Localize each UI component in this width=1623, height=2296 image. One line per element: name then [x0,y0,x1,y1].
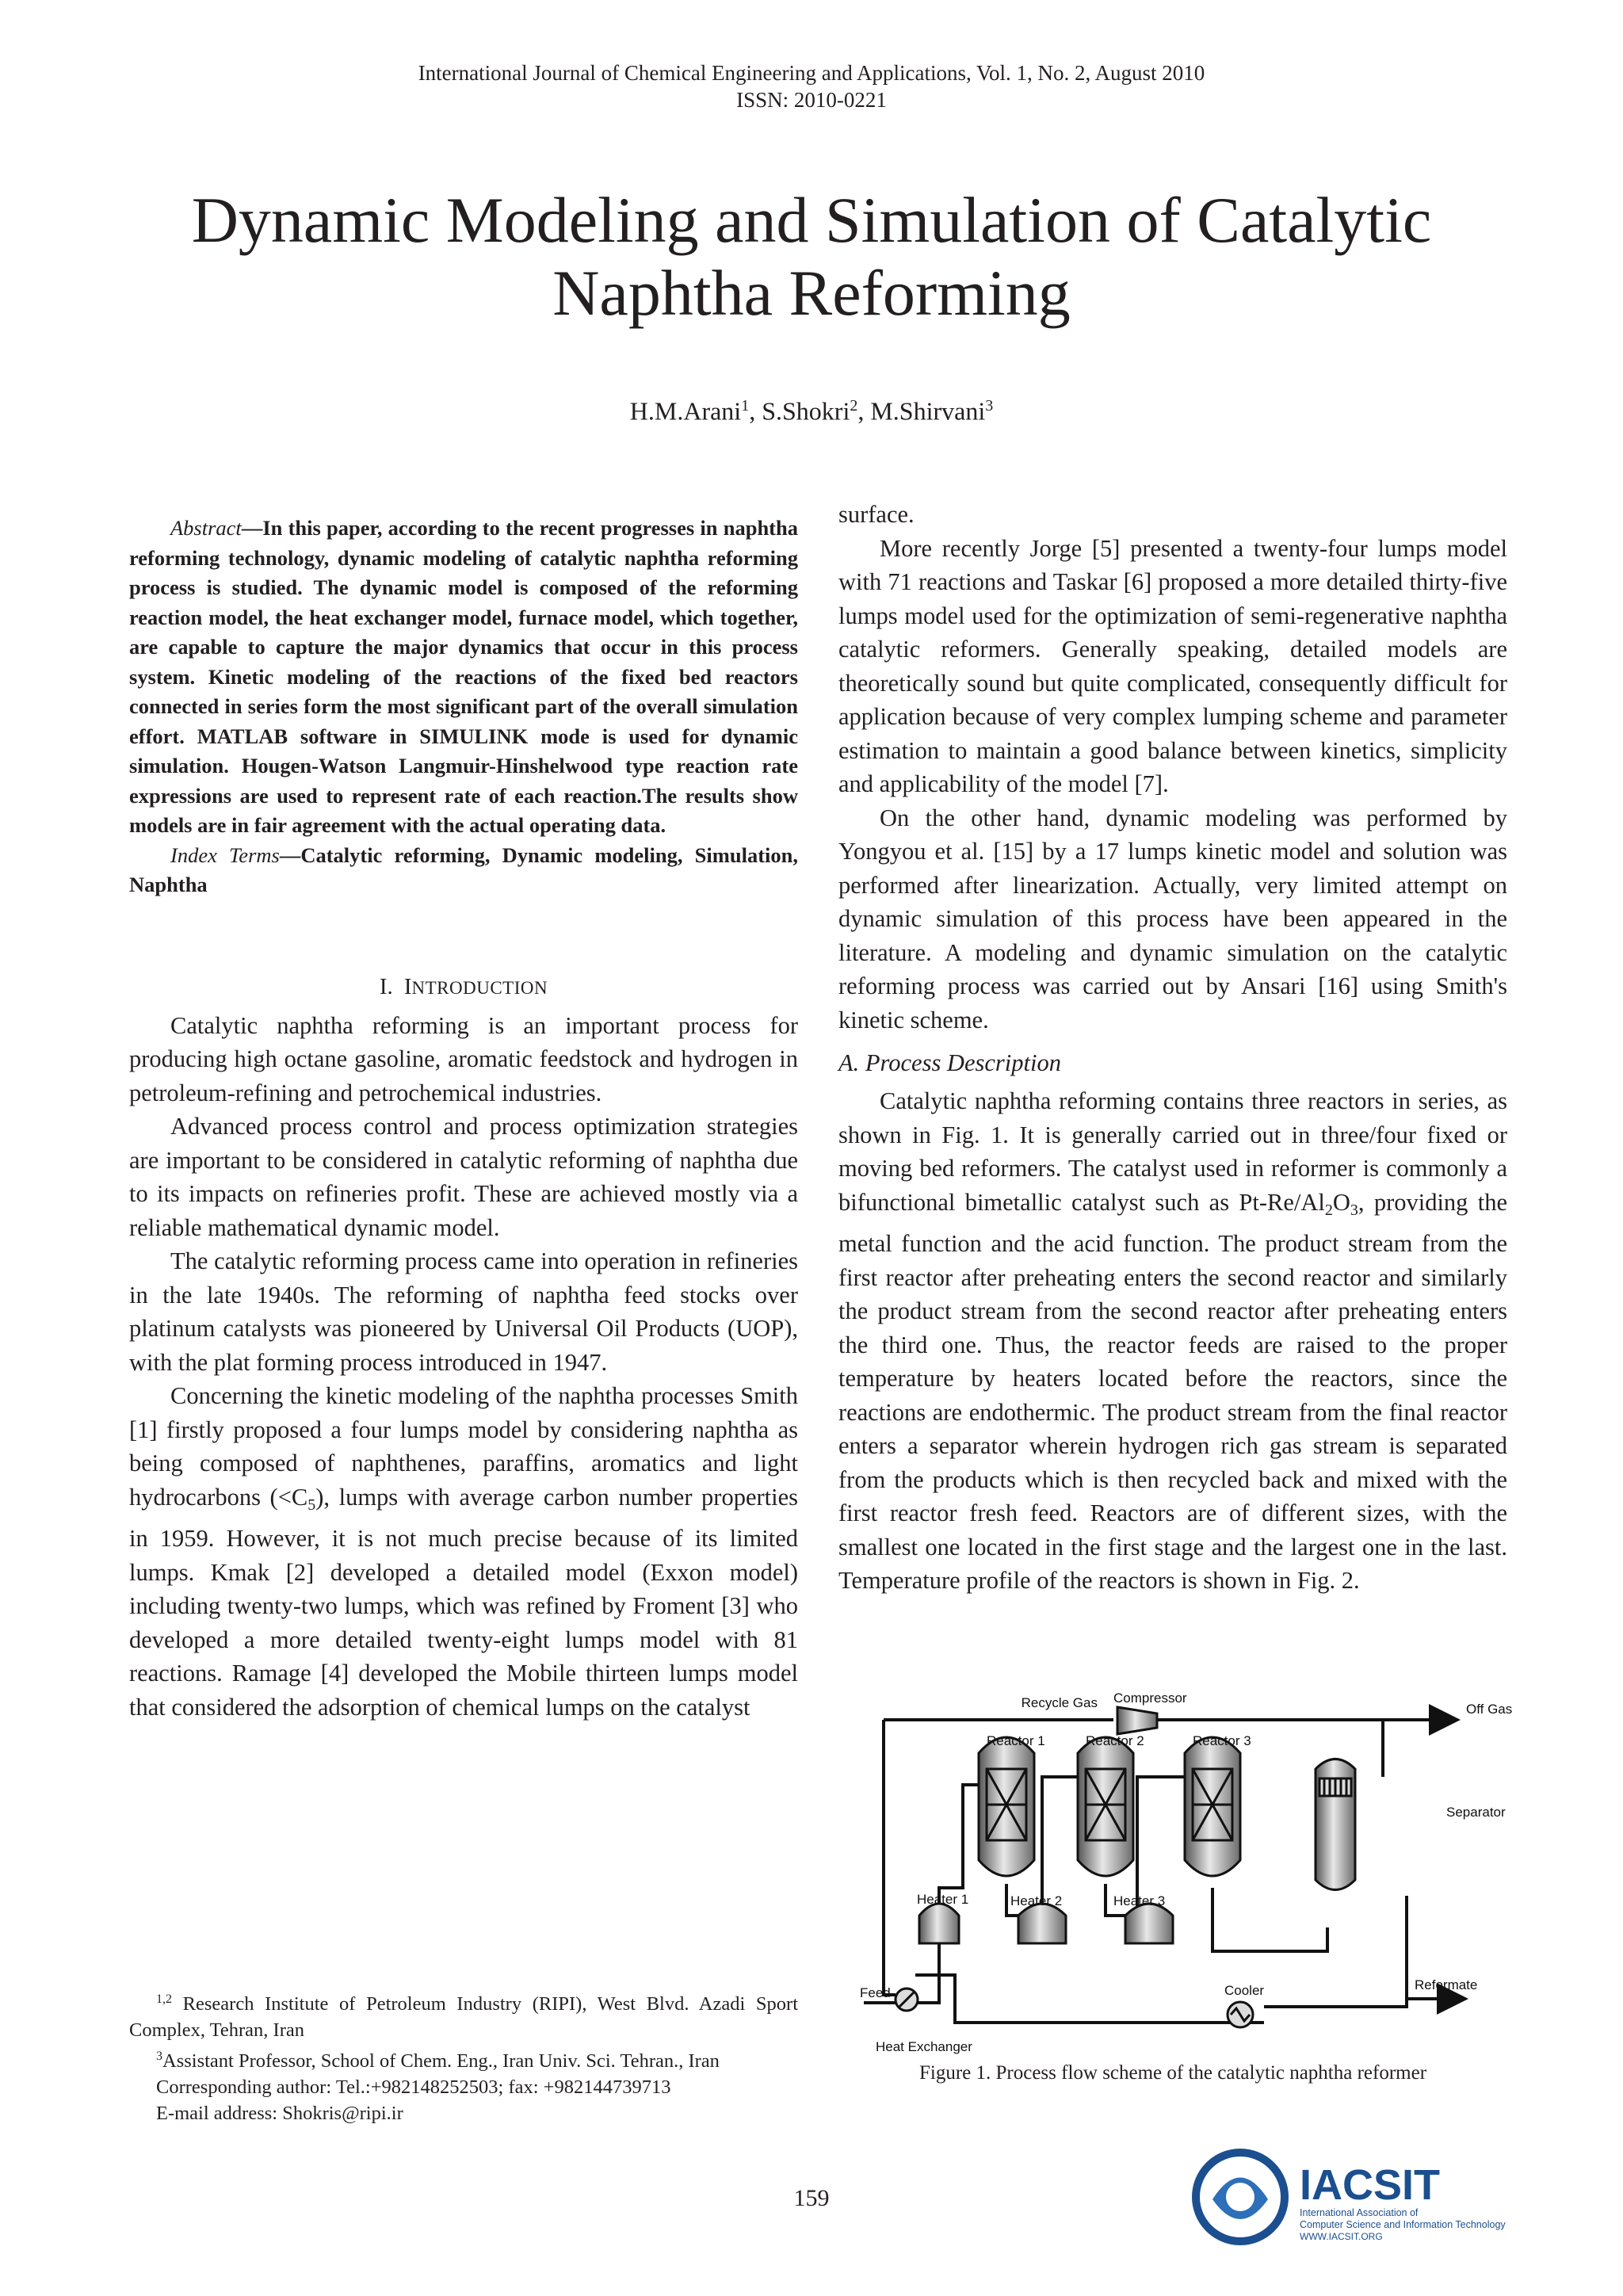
corresponding-author: Corresponding author: Tel.:+982148252503; fax: +982144739713 [156,2076,671,2099]
intro-paragraph [129,1379,798,1724]
subscript: 2 [1324,1201,1333,1219]
body-paragraph: More recently Jorge [5] presented a twenty-four lumps model with 71 reactions and Taskar [6] proposed a more detailed thirty-five lumps model used for the optimization of semi-regenerative naphtha catalytic reformers. Generally speaking, detailed models are theoretically sound but quite complicated, consequently difficult for application because of very complex lumping scheme and parameter estimation to maintain a good balance between kinetics, simplicity and applicability of the model [7]. [838,534,1507,797]
logo-name: IACSIT [1300,2161,1441,2209]
footnote-affiliation-3 [129,2043,798,2074]
separator-vessel [1316,1759,1355,1890]
section-number: I. [379,973,393,999]
logo-url: WWW.IACSIT.ORG [1300,2231,1383,2242]
iacsit-logo [1189,2140,1522,2259]
continuation-text: surface. [838,501,915,528]
journal-header: International Journal of Chemical Engineering and Applications, Vol. 1, No. 2, August 2010 [418,61,1205,85]
index-terms: Index Terms—Catalytic reforming, Dynamic modeling, Simulation, Naphtha [129,842,798,896]
email-address: E-mail address: Shokris@ripi.ir [156,2103,403,2125]
heater-icons [919,1904,1173,1943]
author-affiliation-mark: 1 [741,397,750,415]
logo-line-2: Computer Science and Information Technology [1300,2219,1506,2230]
label-reformate: Reformate [1415,1977,1478,1992]
label-feed: Feed [860,1985,891,2000]
paragraph-text: Catalytic naphtha reforming contains three reactors in series, as shown in Fig. 1. It is generally carried out in three/four fixed or moving bed reformers. The catalyst used in reformer is commonly a bifunctional bimetallic catalyst such as Pt-Re/Al [838,1087,1507,1216]
footnote-text: Research Institute of Petroleum Industry (RIPI), West Blvd. Azadi Sport Complex, Tehran, Iran [129,1993,798,2042]
right-column [838,498,1507,1598]
author-list: H.M.Arani$^1$, S.Shokri$^2$, M.Shirvani$^3$ [629,396,994,426]
subscript: 3 [1350,1201,1358,1219]
paper-title [0,184,1623,330]
label-recycle-gas: Recycle Gas [1021,1695,1098,1710]
author-name: H.M.Arani [629,396,742,426]
paragraph-text: Concerning the kinetic modeling of the naphtha processes Smith [1] firstly proposed a four lumps model by considering naphtha as being composed of naphthenes, paraffins, aromatics and light hydrocarbons (<C [129,1382,798,1511]
label-reactor-1: Reactor 1 [987,1733,1045,1748]
footnotes [129,1986,798,2126]
page-number: 159 [793,2185,830,2211]
label-heater-2: Heater 2 [1010,1893,1063,1908]
label-heater-1: Heater 1 [917,1892,969,1907]
body-paragraph [838,1084,1507,1598]
reactor-3 [1185,1737,1240,1876]
issn-line: ISSN: 2010-0221 [736,88,887,112]
footnote-text: Assistant Professor, School of Chem. Eng., Iran Univ. Sci. Tehran., Iran [162,2050,720,2073]
compressor-icon [1117,1707,1157,1734]
label-reactor-2: Reactor 2 [1086,1733,1144,1748]
paragraph-text: , providing the metal function and the acid function. The product stream from the first reactor after preheating enters the second reactor and similarly the product stream from the second reactor after preheating enters the third one. Thus, the reactor feeds are raised to the proper temperature by heaters located before the reactors, since the reactions are endothermic. The product stream from the final reactor enters a separator wherein hydrogen rich gas stream is separated from the products which is then recycled back and mixed with the first reactor fresh feed. Reactors are of different sizes, with the smallest one located in the first stage and the largest one in the last. Temperature profile of the reactors is shown in Fig. 2. [838,1188,1507,1594]
reactor-1 [979,1737,1034,1876]
abstract-text: In this paper, according to the recent progresses in naphtha reforming technology, dynamic modeling of catalytic naphtha reforming process is studied. The dynamic model is composed of the reforming reaction model, the heat exchanger model, furnace model, which together, are capable to capture the major dynamics that occur in this process system. Kinetic modeling of the reactions of the fixed bed reactors connected in series form the most significant part of the overall simulation effort. MATLAB software in SIMULINK mode is used for dynamic simulation. Hougen-Watson Langmuir-Hinshelwood type reaction rate expressions are used to represent rate of each reaction.The results show models are in fair agreement with the actual operating data. [129,516,798,837]
label-heat-exchanger: Heat Exchanger [876,2039,972,2054]
title-line-1: Dynamic Modeling and Simulation of Catalytic [191,184,1432,256]
index-terms-label: Index Terms [170,842,280,867]
reactor3-to-separator-line [1212,1888,1327,1951]
reactor-2 [1078,1737,1133,1876]
label-heater-3: Heater 3 [1113,1893,1166,1908]
index-terms-text: Catalytic reforming, Dynamic modeling, Simulation, Naphtha [129,842,798,896]
title-line-2: Naphtha Reforming [552,257,1071,329]
author-affiliation-mark: 2 [850,397,858,415]
abstract-label: Abstract [170,516,242,540]
label-cooler: Cooler [1224,1983,1265,1998]
paragraph-text: ), lumps with average carbon number properties in 1959. However, it is not much precise because of its limited lumps. Kmak [2] developed a detailed model (Exxon model) including twenty-two lumps, which was refined by Froment [3] who developed a more detailed twenty-eight lumps model with 81 reactions. Ramage [4] developed the Mobile thirteen lumps model that considered the adsorption of chemical lumps on the catalyst [129,1483,799,1721]
footnote-affiliation-1 [129,1986,798,2043]
label-reactor-3: Reactor 3 [1193,1733,1251,1748]
subscript: 5 [307,1496,316,1514]
process-flow-diagram [852,1690,1514,2061]
footnote-mark: 1,2 [156,1992,172,2006]
section-heading-introduction [129,971,798,1004]
paragraph-text: O [1332,1188,1350,1216]
label-separator: Separator [1446,1805,1506,1820]
heat-exchanger-line [915,1975,1264,2023]
intro-paragraph: Advanced process control and process optimization strategies are important to be considered in catalytic reforming of naphtha due to its impacts on refineries profit. These are achieved mostly via a reliable mathematical dynamic model. [129,1113,798,1241]
logo-line-1: International Association of [1300,2207,1419,2218]
intro-paragraph: The catalytic reforming process came into operation in refineries in the late 1940s. The reforming of naphtha feed stocks over platinum catalysts was pioneered by Universal Oil Products (UOP), with the plat forming process introduced in 1947. [129,1247,798,1376]
body-paragraph: On the other hand, dynamic modeling was performed by Yongyou et al. [15] by a 17 lumps kinetic model and solution was performed after linearization. Actually, very limited attempt on dynamic simulation of this process have been appeared in the literature. A modeling and dynamic simulation on the catalytic reforming process was carried out by Ansari [16] using Smith's kinetic scheme. [838,804,1507,1033]
abstract: Abstract—In this paper, according to the recent progresses in naphtha reforming technology, dynamic modeling of catalytic naphtha reforming process is studied. The dynamic model is composed of the reforming reaction model, the heat exchanger model, furnace model, which together, are capable to capture the major dynamics that occur in this process system. Kinetic modeling of the reactions of the fixed bed reactors connected in series form the most significant part of the overall simulation effort. MATLAB software in SIMULINK mode is used for dynamic simulation. Hougen-Watson Langmuir-Hinshelwood type reaction rate expressions are used to represent rate of each reaction.The results show models are in fair agreement with the actual operating data. [129,516,798,837]
section-title-initial: I [403,973,412,999]
label-compressor: Compressor [1113,1690,1187,1706]
author-name: M.Shirvani [870,396,986,426]
author-name: S.Shokri [762,396,850,426]
left-column [129,514,798,1724]
subsection-heading-process-description: A. Process Description [838,1049,1061,1076]
author-affiliation-mark: 3 [985,397,994,415]
label-off-gas: Off Gas [1466,1702,1513,1717]
section-title-rest: NTRODUCTION [411,977,548,998]
figure-caption: Figure 1. Process flow scheme of the catalytic naphtha reformer [918,2062,1427,2084]
recycle-gas-down-line [884,1720,896,1995]
intro-paragraph: Catalytic naphtha reforming is an important process for producing high octane gasoline, aromatic feedstock and hydrogen in petroleum-refining and petrochemical industries. [129,1011,798,1106]
footnote-mark: 3 [156,2050,162,2064]
